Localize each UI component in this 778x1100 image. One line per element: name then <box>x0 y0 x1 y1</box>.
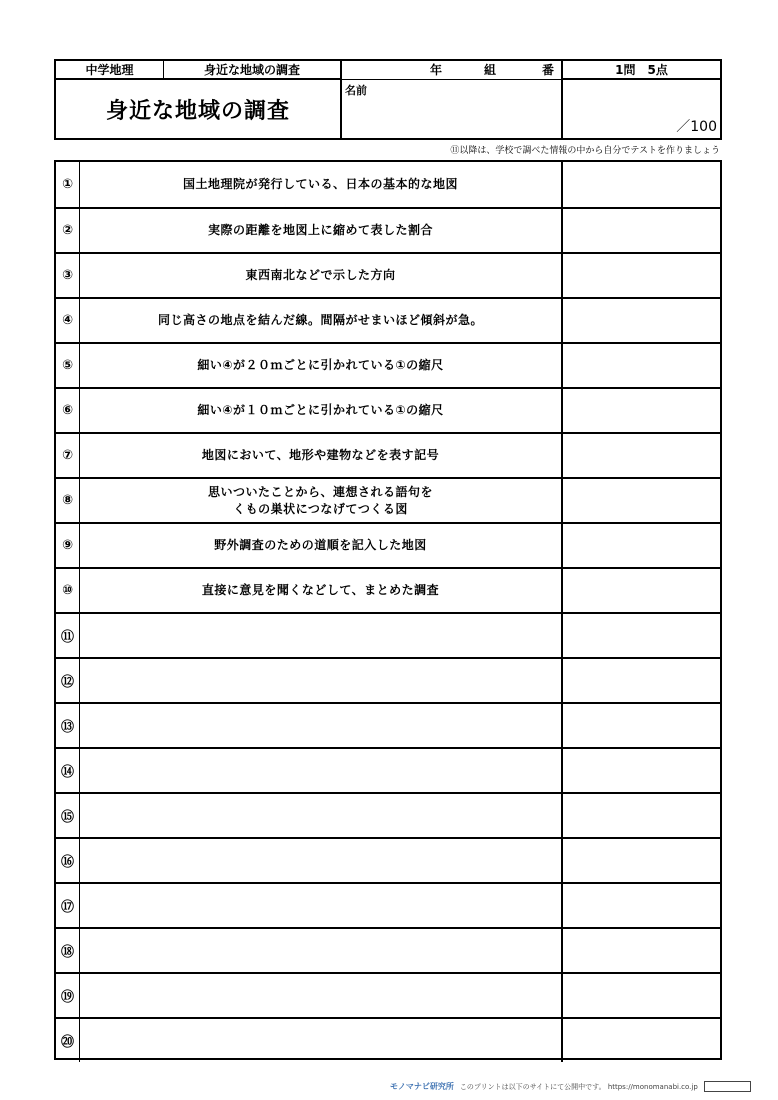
answer-cell[interactable] <box>563 839 720 882</box>
number-label: 番 <box>542 63 555 77</box>
question-number: ⑳ <box>56 1019 80 1062</box>
table-row <box>56 612 720 657</box>
class-info <box>342 61 563 80</box>
table-row <box>56 207 720 252</box>
answer-cell[interactable] <box>563 254 720 297</box>
question-text: 同じ高さの地点を結んだ線。間隔がせまいほど傾斜が急。 <box>80 299 563 342</box>
question-text <box>80 704 563 747</box>
class-label: 組 <box>484 63 497 77</box>
answer-cell[interactable] <box>563 794 720 837</box>
answer-cell[interactable] <box>563 929 720 972</box>
answer-cell[interactable] <box>563 569 720 612</box>
question-number: ② <box>56 209 80 252</box>
question-text <box>80 884 563 927</box>
question-table <box>54 160 722 1060</box>
footer-text: このプリントは以下のサイトにて公開中です。 https://monomanabi.co.jp <box>459 1082 698 1091</box>
question-number: ⑱ <box>56 929 80 972</box>
question-text: 細い④が２０ｍごとに引かれている①の縮尺 <box>80 344 563 387</box>
score-field[interactable] <box>563 80 720 138</box>
question-number: ⑪ <box>56 614 80 657</box>
table-row <box>56 567 720 612</box>
instruction-note: ⑪以降は、学校で調べた情報の中から自分でテストを作りましょう <box>450 146 720 156</box>
question-text: 野外調査のための道順を記入した地図 <box>80 524 563 567</box>
question-number: ⑨ <box>56 524 80 567</box>
answer-cell[interactable] <box>563 389 720 432</box>
footer-brand: モノマナビ研究所 <box>390 1082 454 1091</box>
subject-label: 中学地理 <box>56 61 164 80</box>
answer-cell[interactable] <box>563 344 720 387</box>
answer-cell[interactable] <box>563 162 720 207</box>
answer-cell[interactable] <box>563 974 720 1017</box>
answer-cell[interactable] <box>563 704 720 747</box>
points-label: 1問 5点 <box>563 61 720 80</box>
question-number: ④ <box>56 299 80 342</box>
table-row <box>56 432 720 477</box>
footer <box>390 1081 751 1092</box>
question-number: ⑥ <box>56 389 80 432</box>
question-number: ⑤ <box>56 344 80 387</box>
table-row <box>56 972 720 1017</box>
table-row <box>56 837 720 882</box>
answer-cell[interactable] <box>563 434 720 477</box>
question-text: 東西南北などで示した方向 <box>80 254 563 297</box>
question-text: 国土地理院が発行している、日本の基本的な地図 <box>80 162 563 207</box>
question-text <box>80 659 563 702</box>
table-row <box>56 657 720 702</box>
table-row <box>56 252 720 297</box>
question-number: ⑯ <box>56 839 80 882</box>
table-row <box>56 1017 720 1062</box>
table-row <box>56 792 720 837</box>
unit-label: 身近な地域の調査 <box>164 61 342 80</box>
question-text <box>80 614 563 657</box>
table-row <box>56 297 720 342</box>
name-label: 名前 <box>345 84 367 97</box>
question-number: ⑦ <box>56 434 80 477</box>
question-number: ⑲ <box>56 974 80 1017</box>
question-number: ⑬ <box>56 704 80 747</box>
table-row <box>56 927 720 972</box>
page-title: 身近な地域の調査 <box>56 80 342 138</box>
question-number: ⑭ <box>56 749 80 792</box>
question-number: ③ <box>56 254 80 297</box>
table-row <box>56 882 720 927</box>
footer-logo-box <box>704 1081 751 1092</box>
answer-cell[interactable] <box>563 659 720 702</box>
question-text <box>80 1019 563 1062</box>
answer-cell[interactable] <box>563 884 720 927</box>
question-text: 地図において、地形や建物などを表す記号 <box>80 434 563 477</box>
score-total: ／100 <box>676 119 717 135</box>
answer-cell[interactable] <box>563 749 720 792</box>
table-row <box>56 387 720 432</box>
question-text: 思いついたことから、連想される語句を くもの巣状につなげてつくる図 <box>80 479 563 522</box>
table-row <box>56 342 720 387</box>
question-number: ⑰ <box>56 884 80 927</box>
question-number: ⑧ <box>56 479 80 522</box>
answer-cell[interactable] <box>563 479 720 522</box>
table-row <box>56 747 720 792</box>
question-number: ⑮ <box>56 794 80 837</box>
table-row <box>56 477 720 522</box>
question-text <box>80 749 563 792</box>
answer-cell[interactable] <box>563 1019 720 1062</box>
question-text: 細い④が１０ｍごとに引かれている①の縮尺 <box>80 389 563 432</box>
header-box <box>54 59 722 140</box>
table-row <box>56 522 720 567</box>
question-number: ① <box>56 162 80 207</box>
question-number: ⑫ <box>56 659 80 702</box>
answer-cell[interactable] <box>563 524 720 567</box>
answer-cell[interactable] <box>563 614 720 657</box>
question-text: 直接に意見を聞くなどして、まとめた調査 <box>80 569 563 612</box>
question-text: 実際の距離を地図上に縮めて表した割合 <box>80 209 563 252</box>
name-field[interactable] <box>342 80 563 138</box>
question-number: ⑩ <box>56 569 80 612</box>
question-text <box>80 839 563 882</box>
answer-cell[interactable] <box>563 299 720 342</box>
answer-cell[interactable] <box>563 209 720 252</box>
year-label: 年 <box>430 63 443 77</box>
question-text <box>80 974 563 1017</box>
question-text <box>80 794 563 837</box>
table-row <box>56 162 720 207</box>
table-row <box>56 702 720 747</box>
question-text <box>80 929 563 972</box>
